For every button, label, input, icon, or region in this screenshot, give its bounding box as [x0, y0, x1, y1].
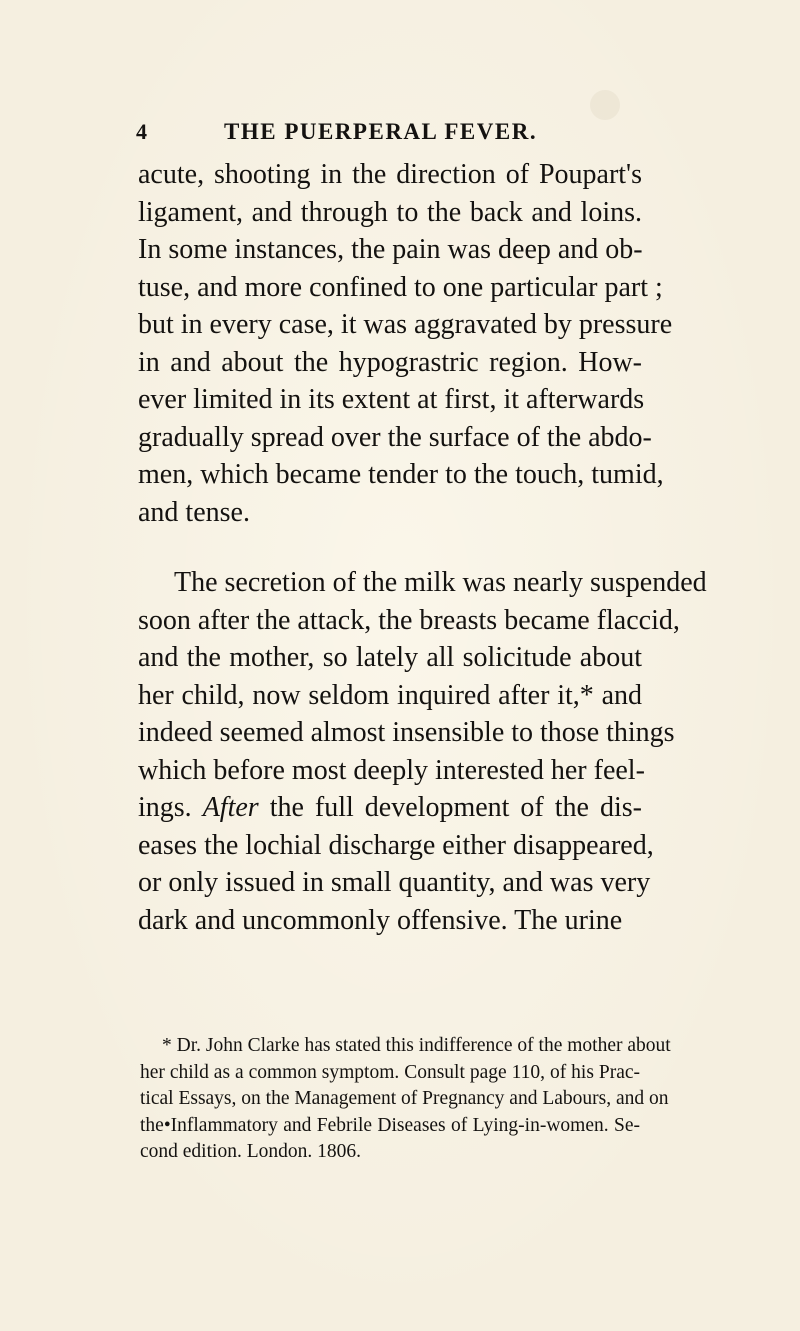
- page-number: 4: [136, 119, 147, 144]
- text-segment: ings.: [138, 792, 203, 823]
- text-line: gradually spread over the surface of the abdo-: [138, 421, 652, 453]
- body-text: [138, 156, 707, 939]
- running-head: THE PUERPERAL FEVER.: [224, 119, 538, 144]
- text-line: In some instances, the pain was deep and ob-: [138, 234, 643, 265]
- text-line: or only issued in small quantity, and was very: [138, 867, 651, 898]
- paragraph-gap: [138, 531, 642, 564]
- footnote-line: tical Essays, on the Management of Pregnancy and Labours, and on: [140, 1088, 669, 1109]
- text-line: soon after the attack, the breasts became flaccid,: [138, 604, 680, 636]
- text-line: but in every case, it was aggravated by pressure: [138, 309, 673, 340]
- text-line: dark and uncommonly offensive. The urine: [138, 904, 623, 936]
- page-header: [136, 119, 656, 155]
- italic-word: After: [202, 792, 259, 823]
- text-line-mixed: [138, 789, 642, 827]
- text-line: indeed seemed almost insensible to those things: [138, 717, 675, 748]
- text-line: in and about the hypograstric region. How-: [138, 346, 642, 378]
- text-line: eases the lochial discharge either disappeared,: [138, 829, 654, 861]
- paper-stain: [590, 90, 620, 120]
- text-line: men, which became tender to the touch, tumid,: [138, 459, 664, 490]
- footnote-line: her child as a common symptom. Consult page 110, of his Prac-: [140, 1061, 640, 1083]
- text-segment: the full development of the dis-: [258, 792, 642, 823]
- text-line: her child, now seldom inquired after it,* and: [138, 679, 642, 711]
- text-line: and tense.: [138, 496, 250, 528]
- text-line: ligament, and through to the back and loins.: [138, 196, 642, 228]
- text-line: tuse, and more confined to one particular part ;: [138, 271, 663, 303]
- text-line: The secretion of the milk was nearly suspended: [174, 567, 707, 598]
- footnote: [140, 1033, 671, 1166]
- text-line: acute, shooting in the direction of Poupart's: [138, 159, 642, 190]
- text-line: and the mother, so lately all solicitude about: [138, 642, 642, 673]
- text-line: which before most deeply interested her feel-: [138, 754, 645, 786]
- footnote-line: cond edition. London. 1806.: [140, 1141, 361, 1162]
- footnote-line: * Dr. John Clarke has stated this indifference of the mother about: [162, 1035, 671, 1056]
- footnote-line: the•Inflammatory and Febrile Diseases of Lying-in-women. Se-: [140, 1114, 640, 1136]
- text-line: ever limited in its extent at first, it afterwards: [138, 384, 645, 415]
